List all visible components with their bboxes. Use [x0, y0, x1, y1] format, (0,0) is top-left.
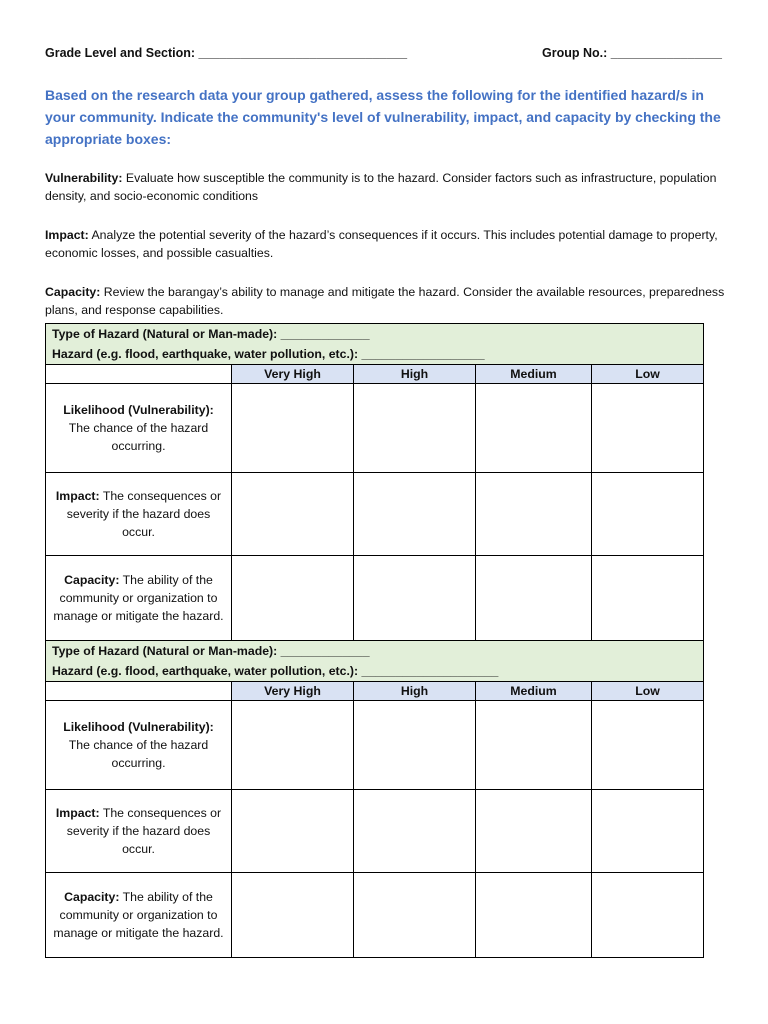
row-term: Capacity:	[64, 573, 120, 587]
row-term: Likelihood (Vulnerability):	[63, 720, 214, 734]
definition-term: Vulnerability:	[45, 171, 123, 185]
definition-text: Analyze the potential severity of the hazard’s consequences if it occurs. This includes potential damage to property, economic losses, and possible casualties.	[45, 228, 718, 260]
table-row	[46, 384, 704, 473]
checkbox-cell-impact-very-high[interactable]	[232, 473, 354, 556]
checkbox-cell-impact-high[interactable]	[354, 473, 476, 556]
column-header-low: Low	[592, 682, 704, 701]
corner-cell	[46, 365, 232, 384]
checkbox-cell-likelihood-very-high[interactable]	[232, 384, 354, 473]
column-header-very-high: Very High	[232, 682, 354, 701]
checkbox-cell-likelihood-medium[interactable]	[476, 384, 592, 473]
checkbox-cell-capacity-low[interactable]	[592, 556, 704, 641]
group-number-field[interactable]: Group No.: ________________	[542, 46, 722, 60]
row-text: The consequences or severity if the hazard does occur.	[66, 806, 222, 856]
definition-term: Capacity:	[45, 285, 101, 299]
definition-text: Evaluate how susceptible the community is to the hazard. Consider factors such as infrastructure, population density, and socio-economic conditions	[45, 171, 717, 203]
table-row	[46, 701, 704, 790]
row-term: Impact:	[55, 806, 100, 820]
hazard-assessment-table-2	[45, 640, 704, 958]
header-row	[45, 46, 722, 66]
checkbox-cell-impact-low[interactable]	[592, 473, 704, 556]
definition-text: Review the barangay’s ability to manage and mitigate the hazard. Consider the available resources, preparedness plans, and response capabilities.	[45, 285, 725, 317]
row-label-capacity	[46, 556, 232, 641]
row-term: Likelihood (Vulnerability):	[63, 403, 214, 417]
table-row	[46, 873, 704, 958]
hazard-assessment-table-1	[45, 323, 704, 641]
checkbox-cell-likelihood-high[interactable]	[354, 701, 476, 790]
column-header-high: High	[354, 365, 476, 384]
checkbox-cell-capacity-very-high[interactable]	[232, 873, 354, 958]
column-header-medium: Medium	[476, 682, 592, 701]
hazard-type-cell	[46, 641, 704, 682]
checkbox-cell-impact-medium[interactable]	[476, 473, 592, 556]
checkbox-cell-likelihood-very-high[interactable]	[232, 701, 354, 790]
checkbox-cell-impact-very-high[interactable]	[232, 790, 354, 873]
corner-cell	[46, 682, 232, 701]
definition-vulnerability	[45, 169, 725, 205]
checkbox-cell-likelihood-low[interactable]	[592, 384, 704, 473]
row-text: The consequences or severity if the hazard does occur.	[66, 489, 222, 539]
checkbox-cell-capacity-medium[interactable]	[476, 556, 592, 641]
row-text: The ability of the community or organization to manage or mitigate the hazard.	[53, 573, 224, 623]
hazard-type-field[interactable]: Type of Hazard (Natural or Man-made): _____________	[52, 327, 370, 341]
checkbox-cell-capacity-high[interactable]	[354, 556, 476, 641]
row-label-capacity	[46, 873, 232, 958]
row-label-impact	[46, 473, 232, 556]
table-row	[46, 556, 704, 641]
row-label-likelihood	[46, 384, 232, 473]
hazard-name-field[interactable]: Hazard (e.g. flood, earthquake, water pollution, etc.): __________________	[52, 347, 485, 361]
checkbox-cell-likelihood-medium[interactable]	[476, 701, 592, 790]
checkbox-cell-impact-medium[interactable]	[476, 790, 592, 873]
row-label-impact	[46, 790, 232, 873]
column-header-high: High	[354, 682, 476, 701]
definition-term: Impact:	[45, 228, 89, 242]
checkbox-cell-impact-low[interactable]	[592, 790, 704, 873]
hazard-type-field[interactable]: Type of Hazard (Natural or Man-made): _____________	[52, 644, 370, 658]
checkbox-cell-capacity-medium[interactable]	[476, 873, 592, 958]
hazard-name-field[interactable]: Hazard (e.g. flood, earthquake, water pollution, etc.): ____________________	[52, 664, 499, 678]
checkbox-cell-impact-high[interactable]	[354, 790, 476, 873]
column-header-medium: Medium	[476, 365, 592, 384]
row-text: The chance of the hazard occurring.	[68, 738, 209, 770]
row-term: Impact:	[55, 489, 100, 503]
checkbox-cell-likelihood-low[interactable]	[592, 701, 704, 790]
column-header-low: Low	[592, 365, 704, 384]
definition-capacity	[45, 283, 725, 319]
instructions: Based on the research data your group gathered, assess the following for the identified hazard/s in your community. Indicate the community's level of vulnerability, impact, and capacity by checking the appropriate boxes:	[45, 87, 721, 147]
row-text: The chance of the hazard occurring.	[68, 421, 209, 453]
table-row	[46, 790, 704, 873]
grade-level-section-field[interactable]: Grade Level and Section: ______________________________	[45, 46, 408, 60]
checkbox-cell-capacity-low[interactable]	[592, 873, 704, 958]
row-text: The ability of the community or organization to manage or mitigate the hazard.	[53, 890, 224, 940]
definition-impact	[45, 226, 725, 262]
row-label-likelihood	[46, 701, 232, 790]
hazard-type-cell	[46, 324, 704, 365]
checkbox-cell-capacity-very-high[interactable]	[232, 556, 354, 641]
column-header-very-high: Very High	[232, 365, 354, 384]
row-term: Capacity:	[64, 890, 120, 904]
checkbox-cell-likelihood-high[interactable]	[354, 384, 476, 473]
checkbox-cell-capacity-high[interactable]	[354, 873, 476, 958]
table-row	[46, 473, 704, 556]
